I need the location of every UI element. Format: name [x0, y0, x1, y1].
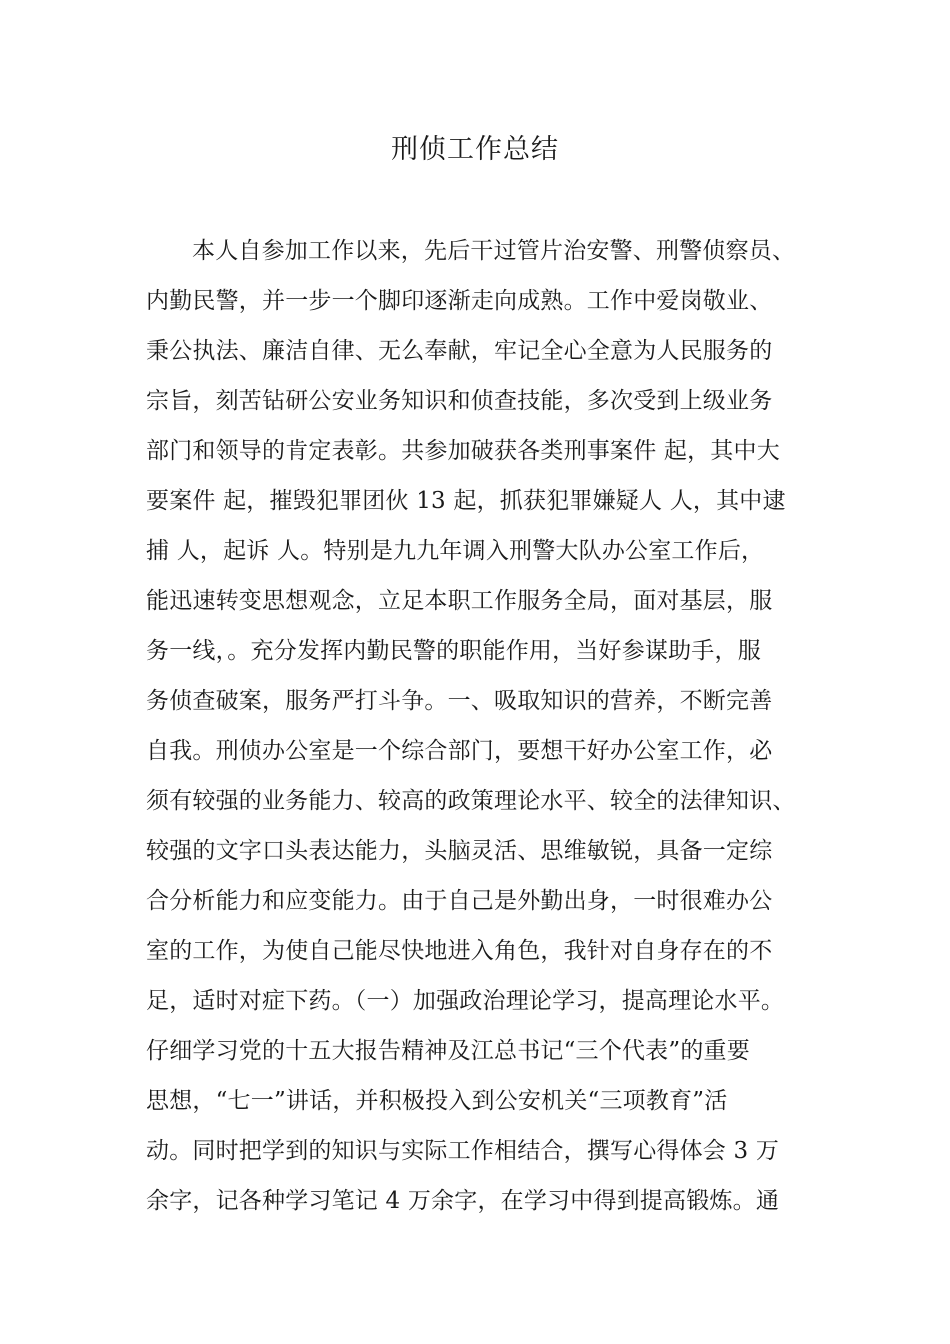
body-line: 余字，记各种学习笔记 4 万余字，在学习中得到提高锻炼。通: [146, 1188, 780, 1214]
body-line: 内勤民警，并一步一个脚印逐渐走向成熟。工作中爱岗敬业、: [146, 288, 773, 314]
body-line: 宗旨，刻苦钻研公安业务知识和侦查技能，多次受到上级业务: [146, 388, 773, 414]
body-line: 秉公执法、廉洁自律、无么奉献，牢记全心全意为人民服务的: [146, 338, 773, 364]
body-line: 能迅速转变思想观念，立足本职工作服务全局，面对基层，服: [146, 588, 773, 614]
body-line: 须有较强的业务能力、较高的政策理论水平、较全的法律知识、: [146, 788, 796, 814]
body-line: 仔细学习党的十五大报告精神及江总书记“三个代表”的重要: [146, 1038, 750, 1064]
body-line: 自我。刑侦办公室是一个综合部门，要想干好办公室工作，必: [146, 738, 773, 764]
body-line: 部门和领导的肯定表彰。共参加破获各类刑事案件 起，其中大: [146, 438, 780, 464]
body-line: 本人自参加工作以来，先后干过管片治安警、刑警侦察员、: [192, 238, 796, 264]
body-line: 动。同时把学到的知识与实际工作相结合，撰写心得体会 3 万: [146, 1138, 780, 1164]
body-line: 足，适时对症下药。（一）加强政治理论学习，提高理论水平。: [146, 988, 785, 1014]
body-line: 较强的文字口头表达能力，头脑灵活、思维敏锐，具备一定综: [146, 838, 773, 864]
document-body: [146, 232, 826, 1232]
document-title: 刑侦工作总结: [391, 134, 559, 165]
body-line: 合分析能力和应变能力。由于自己是外勤出身，一时很难办公: [146, 888, 773, 914]
body-line: 务侦查破案，服务严打斗争。一、吸取知识的营养，不断完善: [146, 688, 773, 714]
body-line: 室的工作，为使自己能尽快地进入角色，我针对自身存在的不: [146, 938, 773, 964]
body-line: 捕 人，起诉 人。特别是九九年调入刑警大队办公室工作后，: [146, 538, 765, 564]
body-line: 思想，“七一”讲话，并积极投入到公安机关“三项教育”活: [146, 1088, 728, 1114]
body-line: 务一线，。充分发挥内勤民警的职能作用，当好参谋助手，服: [146, 638, 761, 664]
body-line: 要案件 起，摧毁犯罪团伙 13 起，抓获犯罪嫌疑人 人，其中逮: [146, 488, 786, 514]
